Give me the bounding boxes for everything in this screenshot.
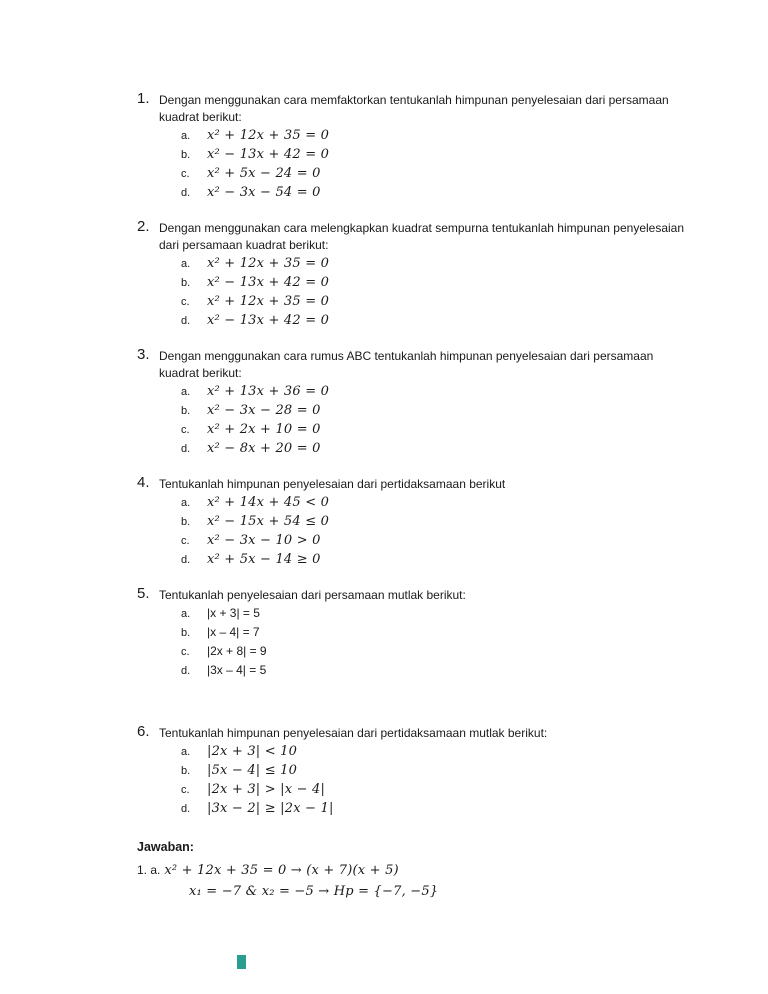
option-label: d. [181,443,191,455]
option-label: d. [181,315,191,327]
answer-line [189,881,685,902]
option-label: b. [181,765,191,777]
option-equation: x² + 14x + 45 < 0 [207,495,330,510]
option-equation: x² + 2x + 10 = 0 [207,422,321,437]
option-equation: x² − 3x − 28 = 0 [207,403,321,418]
question-number: 1. [137,90,150,107]
option-equation: x² + 5x − 24 = 0 [207,166,321,181]
option-label: d. [181,554,191,566]
option-equation: |3x − 2| ≥ |2x − 1| [207,801,334,816]
question-options [181,495,685,571]
option-row [181,801,685,820]
option-equation: |3x – 4| = 5 [207,663,267,677]
option-row [181,644,685,663]
option-label: a. [181,497,191,509]
question-number: 4. [137,474,150,491]
option-label: b. [181,627,191,639]
question-2 [137,218,685,332]
option-row [181,495,685,514]
option-row [181,422,685,441]
question-4 [137,474,685,571]
option-equation: x² + 12x + 35 = 0 [207,128,330,143]
option-row [181,275,685,294]
question-options [181,384,685,460]
answer-prefix: 1. a. [137,863,161,877]
option-equation: x² + 5x − 14 ≥ 0 [207,552,321,567]
option-row [181,514,685,533]
option-label: b. [181,149,191,161]
question-options [181,128,685,204]
option-label: a. [181,258,191,270]
question-prompt: Dengan menggunakan cara memfaktorkan tentukanlah himpunan penyelesaian dari persamaan kuadrat berikut: [159,93,669,124]
answer-equation: x₁ = −7 & x₂ = −5 → Hp = {−7, −5} [189,884,439,899]
option-row [181,625,685,644]
option-label: a. [181,130,191,142]
option-row [181,606,685,625]
option-label: a. [181,746,191,758]
option-row [181,256,685,275]
option-label: d. [181,187,191,199]
question-prompt: Dengan menggunakan cara melengkapkan kuadrat sempurna tentukanlah himpunan penyelesaian dari persamaan kuadrat berikut: [159,221,685,252]
option-row [181,384,685,403]
question-1 [137,90,685,204]
question-number: 5. [137,585,150,602]
option-equation: x² − 15x + 54 ≤ 0 [207,514,330,529]
option-label: b. [181,277,191,289]
option-row [181,744,685,763]
question-options [181,256,685,332]
option-equation: x² − 13x + 42 = 0 [207,313,330,328]
question-options [181,606,685,682]
question-prompt: Tentukanlah penyelesaian dari persamaan mutlak berikut: [159,588,466,602]
option-row [181,313,685,332]
option-label: c. [181,168,190,180]
option-row [181,185,685,204]
option-equation: |2x + 3| > |x − 4| [207,782,326,797]
option-label: d. [181,665,191,677]
option-label: c. [181,784,190,796]
question-number: 3. [137,346,150,363]
worksheet-content [137,90,685,902]
option-label: a. [181,386,191,398]
option-equation: |5x − 4| ≤ 10 [207,763,298,778]
option-label: d. [181,803,191,815]
option-row [181,128,685,147]
option-equation: x² + 13x + 36 = 0 [207,384,330,399]
answers-section [137,838,685,902]
option-row [181,441,685,460]
question-prompt: Tentukanlah himpunan penyelesaian dari pertidaksamaan berikut [159,477,506,491]
option-equation: x² − 13x + 42 = 0 [207,275,330,290]
option-equation: x² − 3x − 10 > 0 [207,533,321,548]
slide-edge-marker [237,955,246,969]
answer-equation: x² + 12x + 35 = 0 → (x + 7)(x + 5) [164,863,399,878]
answer-line [137,860,685,881]
option-row [181,533,685,552]
option-label: c. [181,424,190,436]
question-number: 6. [137,723,150,740]
option-label: c. [181,535,190,547]
question-3 [137,346,685,460]
option-row [181,782,685,801]
option-row [181,294,685,313]
question-5 [137,585,685,682]
option-equation: x² + 12x + 35 = 0 [207,294,330,309]
option-equation: |2x + 8| = 9 [207,644,267,658]
option-equation: |2x + 3| < 10 [207,744,298,759]
question-prompt: Dengan menggunakan cara rumus ABC tentukanlah himpunan penyelesaian dari persamaan kuadrat berikut: [159,349,654,380]
option-equation: |x + 3| = 5 [207,606,260,620]
option-row [181,663,685,682]
option-equation: x² + 12x + 35 = 0 [207,256,330,271]
answers-heading: Jawaban: [137,840,194,854]
question-number: 2. [137,218,150,235]
option-row [181,552,685,571]
question-prompt: Tentukanlah himpunan penyelesaian dari pertidaksamaan mutlak berikut: [159,726,548,740]
question-options [181,744,685,820]
option-equation: x² − 13x + 42 = 0 [207,147,330,162]
option-row [181,166,685,185]
option-equation: x² − 8x + 20 = 0 [207,441,321,456]
option-row [181,147,685,166]
option-label: c. [181,646,190,658]
option-equation: x² − 3x − 54 = 0 [207,185,321,200]
option-label: b. [181,405,191,417]
question-6 [137,723,685,820]
option-label: a. [181,608,191,620]
option-row [181,403,685,422]
option-row [181,763,685,782]
option-equation: |x – 4| = 7 [207,625,260,639]
option-label: c. [181,296,190,308]
option-label: b. [181,516,191,528]
